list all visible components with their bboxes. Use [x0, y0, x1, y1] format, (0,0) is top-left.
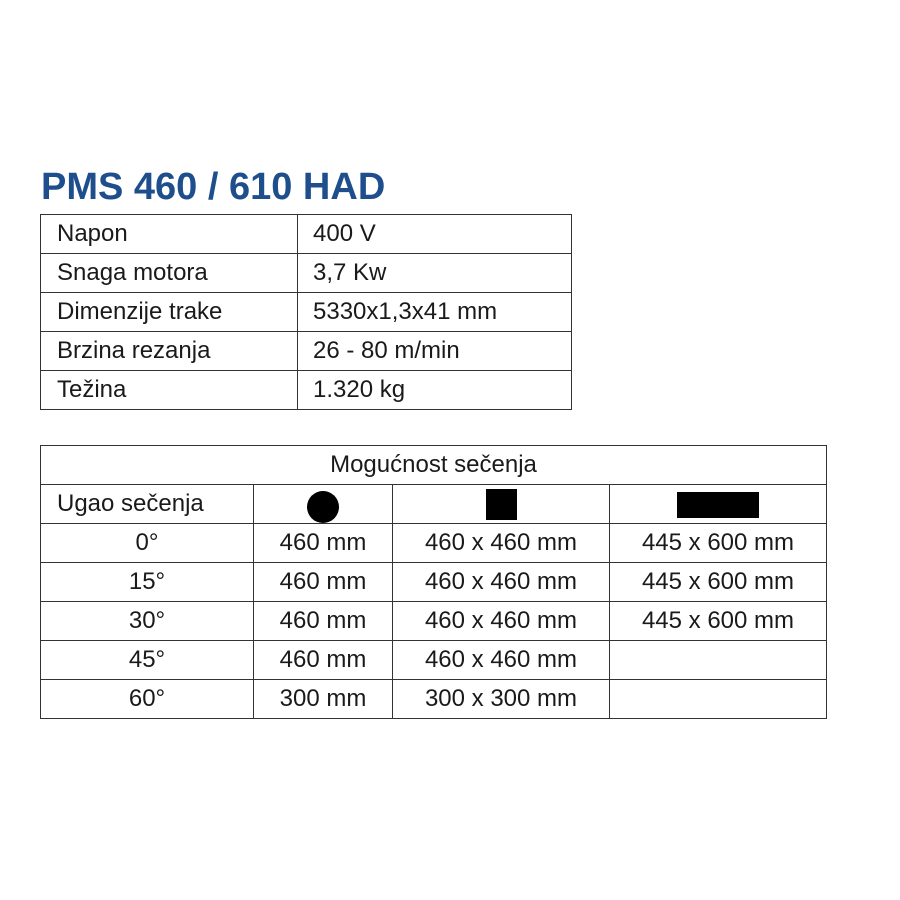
spec-label: Snaga motora: [41, 254, 298, 293]
rectangle-capacity-cell: [610, 680, 827, 719]
circle-icon: [307, 491, 339, 523]
rectangle-capacity-cell: 445 x 600 mm: [610, 563, 827, 602]
square-capacity-cell: 300 x 300 mm: [393, 680, 610, 719]
table-row: [41, 524, 827, 563]
cutting-heading: Mogućnost sečenja: [41, 446, 827, 485]
table-row: [41, 641, 827, 680]
shape-header-row: [41, 485, 827, 524]
angle-cell: 15°: [41, 563, 254, 602]
angle-cell: 0°: [41, 524, 254, 563]
spec-row-blade-dimensions: [41, 293, 572, 332]
round-capacity-cell: 300 mm: [254, 680, 393, 719]
square-capacity-cell: 460 x 460 mm: [393, 524, 610, 563]
table-row: [41, 602, 827, 641]
rectangle-capacity-cell: 445 x 600 mm: [610, 524, 827, 563]
spec-row-motor-power: [41, 254, 572, 293]
specifications-table: [40, 214, 572, 410]
angle-column-label: Ugao sečenja: [41, 485, 254, 524]
cutting-heading-row: [41, 446, 827, 485]
spec-row-voltage: [41, 215, 572, 254]
angle-cell: 60°: [41, 680, 254, 719]
spec-value: 400 V: [298, 215, 572, 254]
angle-cell: 30°: [41, 602, 254, 641]
spec-label: Napon: [41, 215, 298, 254]
square-icon: [486, 489, 517, 520]
angle-cell: 45°: [41, 641, 254, 680]
rectangle-shape-header: [610, 485, 827, 524]
table-row: [41, 563, 827, 602]
square-capacity-cell: 460 x 460 mm: [393, 641, 610, 680]
spec-label: Težina: [41, 371, 298, 410]
spec-label: Brzina rezanja: [41, 332, 298, 371]
spec-row-weight: [41, 371, 572, 410]
table-row: [41, 680, 827, 719]
round-shape-header: [254, 485, 393, 524]
spec-value: 3,7 Kw: [298, 254, 572, 293]
rectangle-capacity-cell: [610, 641, 827, 680]
round-capacity-cell: 460 mm: [254, 524, 393, 563]
spec-value: 26 - 80 m/min: [298, 332, 572, 371]
spec-value: 1.320 kg: [298, 371, 572, 410]
spec-label: Dimenzije trake: [41, 293, 298, 332]
round-capacity-cell: 460 mm: [254, 602, 393, 641]
square-capacity-cell: 460 x 460 mm: [393, 563, 610, 602]
rectangle-capacity-cell: 445 x 600 mm: [610, 602, 827, 641]
cutting-capacity-table: [40, 445, 827, 719]
product-title: PMS 460 / 610 HAD: [41, 166, 386, 208]
rectangle-icon: [677, 492, 759, 518]
square-capacity-cell: 460 x 460 mm: [393, 602, 610, 641]
square-shape-header: [393, 485, 610, 524]
spec-row-cutting-speed: [41, 332, 572, 371]
round-capacity-cell: 460 mm: [254, 641, 393, 680]
spec-value: 5330x1,3x41 mm: [298, 293, 572, 332]
round-capacity-cell: 460 mm: [254, 563, 393, 602]
